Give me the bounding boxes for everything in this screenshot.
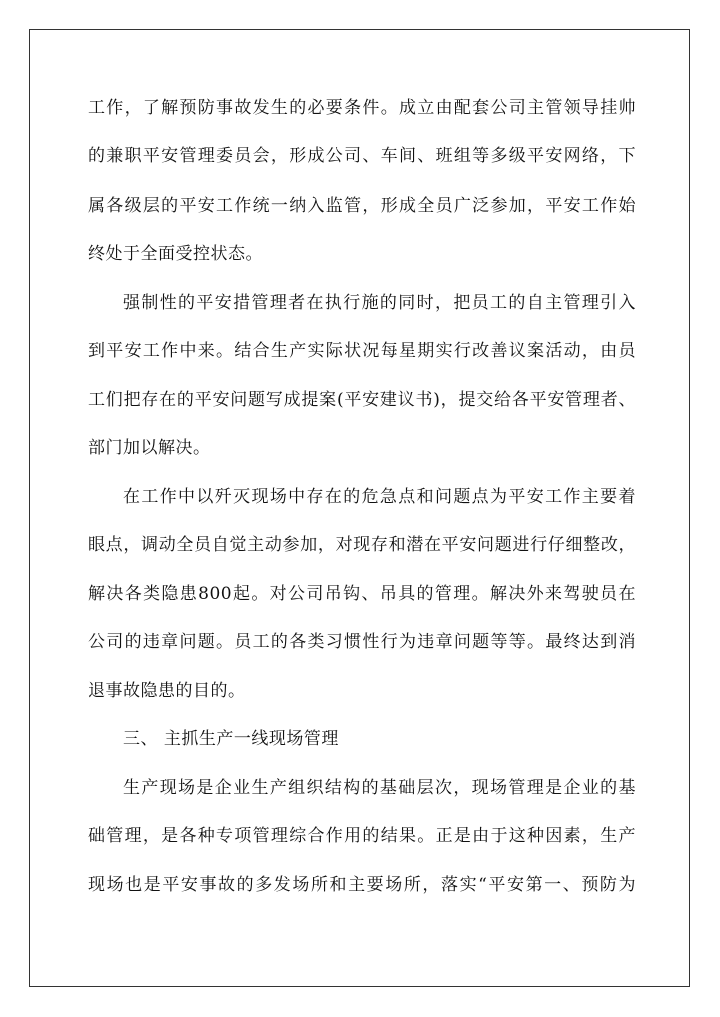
text-line: 属各级层的平安工作统一纳入监管，形成全员广泛参加，平安工作始 [88,196,636,216]
text-line: 础管理，是各种专项管理综合作用的结果。正是由于这种因素，生产 [88,826,636,846]
text-line: 公司的违章问题。员工的各类习惯性行为违章问题等等。最终达到消 [88,632,636,652]
text-line: 工们把存在的平安问题写成提案(平安建议书)，提交给各平安管理者、 [88,390,636,410]
text-line: 终处于全面受控状态。 [88,244,263,264]
text-line: 到平安工作中来。结合生产实际状况每星期实行改善议案活动，由员 [88,341,636,361]
text-line: 眼点，调动全员自觉主动参加，对现存和潜在平安问题进行仔细整改， [88,535,636,555]
text-line: 的兼职平安管理委员会，形成公司、车间、班组等多级平安网络，下 [88,146,636,166]
text-line: 部门加以解决。 [88,438,211,458]
paragraph-first-line: 强制性的平安措管理者在执行施的同时，把员工的自主管理引入 [123,293,636,313]
text-line: 工作，了解预防事故发生的必要条件。成立由配套公司主管领导挂帅 [88,98,636,118]
text-line: 解决各类隐患800起。对公司吊钩、吊具的管理。解决外来驾驶员在 [88,584,636,604]
paragraph-first-line: 在工作中以歼灭现场中存在的危急点和问题点为平安工作主要着 [123,487,636,507]
section-heading: 三、 主抓生产一线现场管理 [123,729,339,749]
paragraph-first-line: 生产现场是企业生产组织结构的基础层次，现场管理是企业的基 [123,778,636,798]
text-line: 现场也是平安事故的多发场所和主要场所，落实“平安第一、预防为 [88,875,636,895]
text-line: 退事故隐患的目的。 [88,681,246,701]
